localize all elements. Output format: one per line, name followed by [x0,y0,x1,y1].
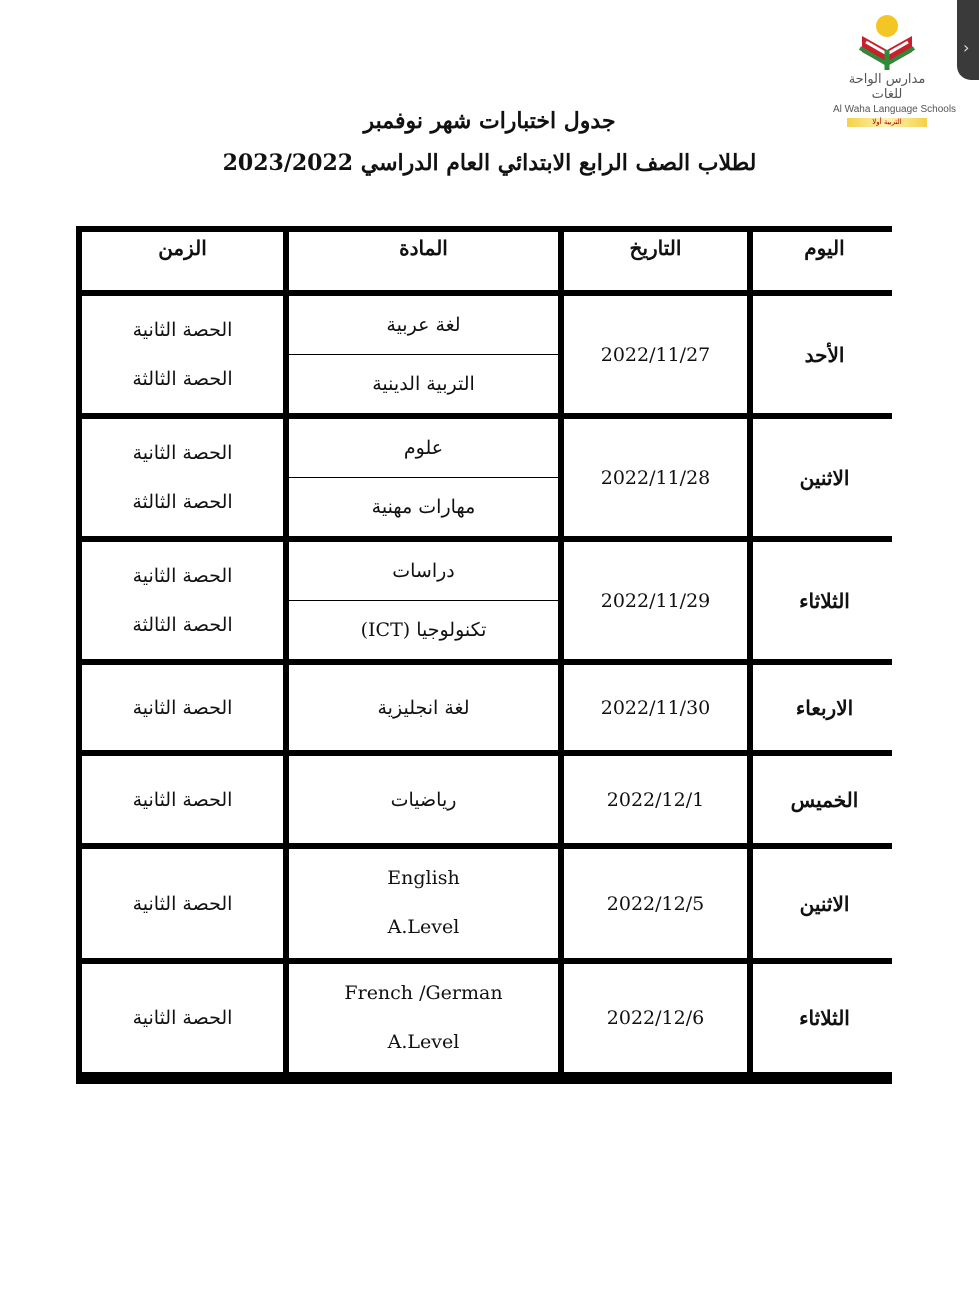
time-label: الحصة الثانية [132,565,233,588]
subject-cell [289,296,558,413]
day-cell: الاثنين [753,849,896,958]
date-cell: 2022/11/28 [564,419,747,536]
subject-label: A.Level [387,1030,460,1053]
subject-cell [289,964,558,1072]
subject-label: علوم [289,419,558,478]
date-cell: 2022/12/1 [564,756,747,843]
day-cell: الأحد [753,296,896,413]
time-cell [82,542,283,659]
subject-label: French /German [344,981,503,1004]
time-label: الحصة الثانية [132,319,233,342]
page-subtitle: لطلاب الصف الرابع الابتدائي العام الدراسي 2023/2022 [222,150,757,176]
day-cell: الثلاثاء [753,964,896,1072]
logo-arabic-name: مدارس الواحة للغات [848,72,926,102]
header-day: اليوم [753,232,896,290]
logo-tagline: التربية أولا [847,118,927,127]
time-label: الحصة الثالثة [132,367,233,390]
side-panel-handle[interactable] [957,0,979,80]
header-time: الزمن [82,232,283,290]
time-label: الحصة الثانية [132,442,233,465]
subject-label: تكنولوجيا (ICT) [360,619,487,641]
subject-label: مهارات مهنية [371,496,476,518]
subject-cell: رياضيات [289,756,558,843]
day-cell: الثلاثاء [753,542,896,659]
time-cell: الحصة الثانية [82,964,283,1072]
page-title: جدول اختبارات شهر نوفمبر [363,108,616,134]
subject-label: التربية الدينية [372,373,475,395]
subject-cell [289,542,558,659]
date-cell: 2022/11/30 [564,665,747,750]
book-sun-icon [856,12,918,74]
time-cell [82,296,283,413]
chevron-right-icon: › [963,38,970,57]
date-cell: 2022/11/29 [564,542,747,659]
header-date: التاريخ [564,232,747,290]
day-cell: الاربعاء [753,665,896,750]
subject-cell [289,419,558,536]
time-label: الحصة الثالثة [132,613,233,636]
time-cell: الحصة الثانية [82,849,283,958]
subject-label: لغة عربية [289,296,558,355]
date-cell: 2022/12/5 [564,849,747,958]
time-cell [82,419,283,536]
date-cell: 2022/12/6 [564,964,747,1072]
subject-label: دراسات [289,542,558,601]
exam-schedule-table [76,226,892,1084]
subject-label: English [387,866,460,889]
time-cell: الحصة الثانية [82,756,283,843]
time-label: الحصة الثالثة [132,490,233,513]
time-cell: الحصة الثانية [82,665,283,750]
header-subject: المادة [289,232,558,290]
day-cell: الخميس [753,756,896,843]
logo-english-name: Al Waha Language Schools [833,104,957,115]
subject-label: A.Level [387,916,460,939]
day-cell: الاثنين [753,419,896,536]
subject-cell: لغة انجليزية [289,665,558,750]
subject-cell [289,849,558,958]
date-cell: 2022/11/27 [564,296,747,413]
